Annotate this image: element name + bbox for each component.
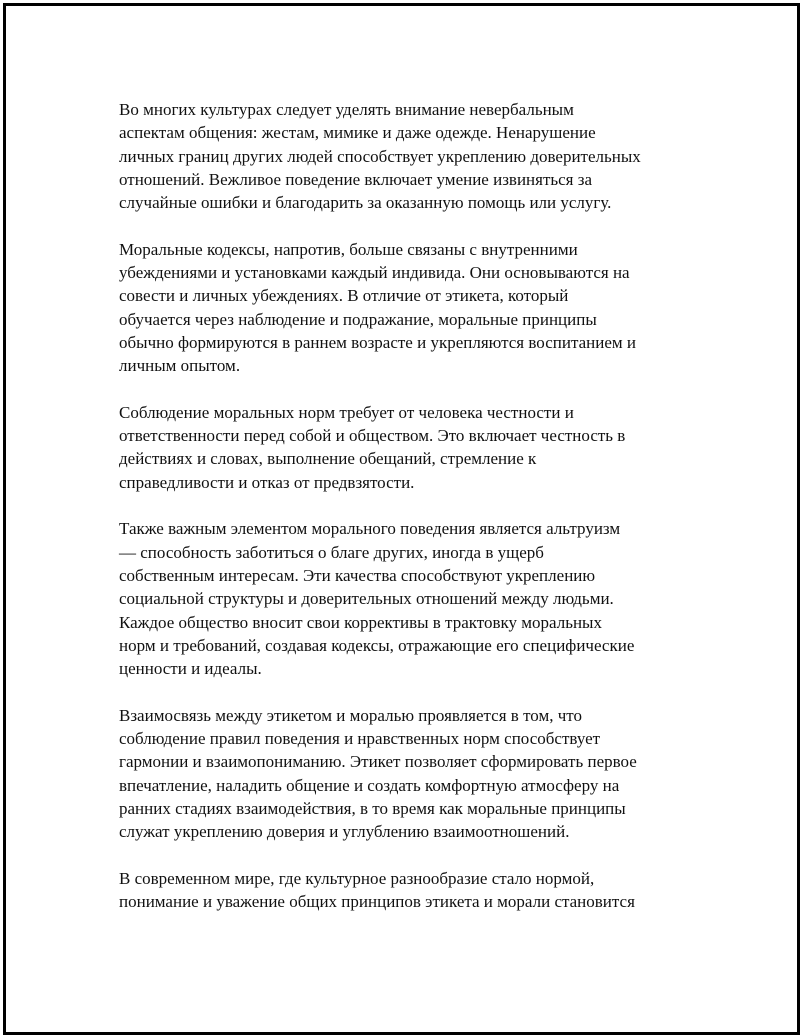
paragraph-6: В современном мире, где культурное разнообразие стало нормой, понимание и уважение общих принципов этикета и морали становится xyxy=(119,868,635,912)
page-frame xyxy=(3,3,800,1035)
paragraph-3: Соблюдение моральных норм требует от человека честности и ответственности перед собой и обществом. Это включает честность в действиях и словах, выполнение обещаний, стремление к справедливости и отказ от предвзятости. xyxy=(119,402,626,492)
paragraph-1: Во многих культурах следует уделять внимание невербальным аспектам общения: жестам, мимике и даже одежде. Ненарушение личных границ других людей способствует укреплению доверительных отношений. Вежливое поведение включает умение извиняться за случайные ошибки и благодарить за оказанную помощь или услугу. xyxy=(119,100,641,213)
paragraph-5: Взаимосвязь между этикетом и моралью проявляется в том, что соблюдение правил поведения и нравственных норм способствует гармонии и взаимопониманию. Этикет позволяет сформировать первое впечатление, наладить общение и создать комфортную атмосферу на ранних стадиях взаимодействия, в то время как моральные принципы служат укреплению доверия и углублению взаимоотношений. xyxy=(119,705,637,842)
document-text xyxy=(119,98,694,937)
paragraph-4: Также важным элементом морального поведения является альтруизм — способность заботиться о благе других, иногда в ущерб собственным интересам. Эти качества способствуют укреплению социальной структуры и доверительных отношений между людьми. Каждое общество вносит свои коррективы в трактовку моральных норм и требований, создавая кодексы, отражающие его специфические ценности и идеалы. xyxy=(119,519,635,679)
page-body xyxy=(6,6,797,1032)
paragraph-2: Моральные кодексы, напротив, больше связаны с внутренними убеждениями и установками каждый индивида. Они основываются на совести и личных убеждениях. В отличие от этикета, который обучается через наблюдение и подражание, моральные принципы обычно формируются в раннем возрасте и укрепляются воспитанием и личным опытом. xyxy=(119,239,636,376)
